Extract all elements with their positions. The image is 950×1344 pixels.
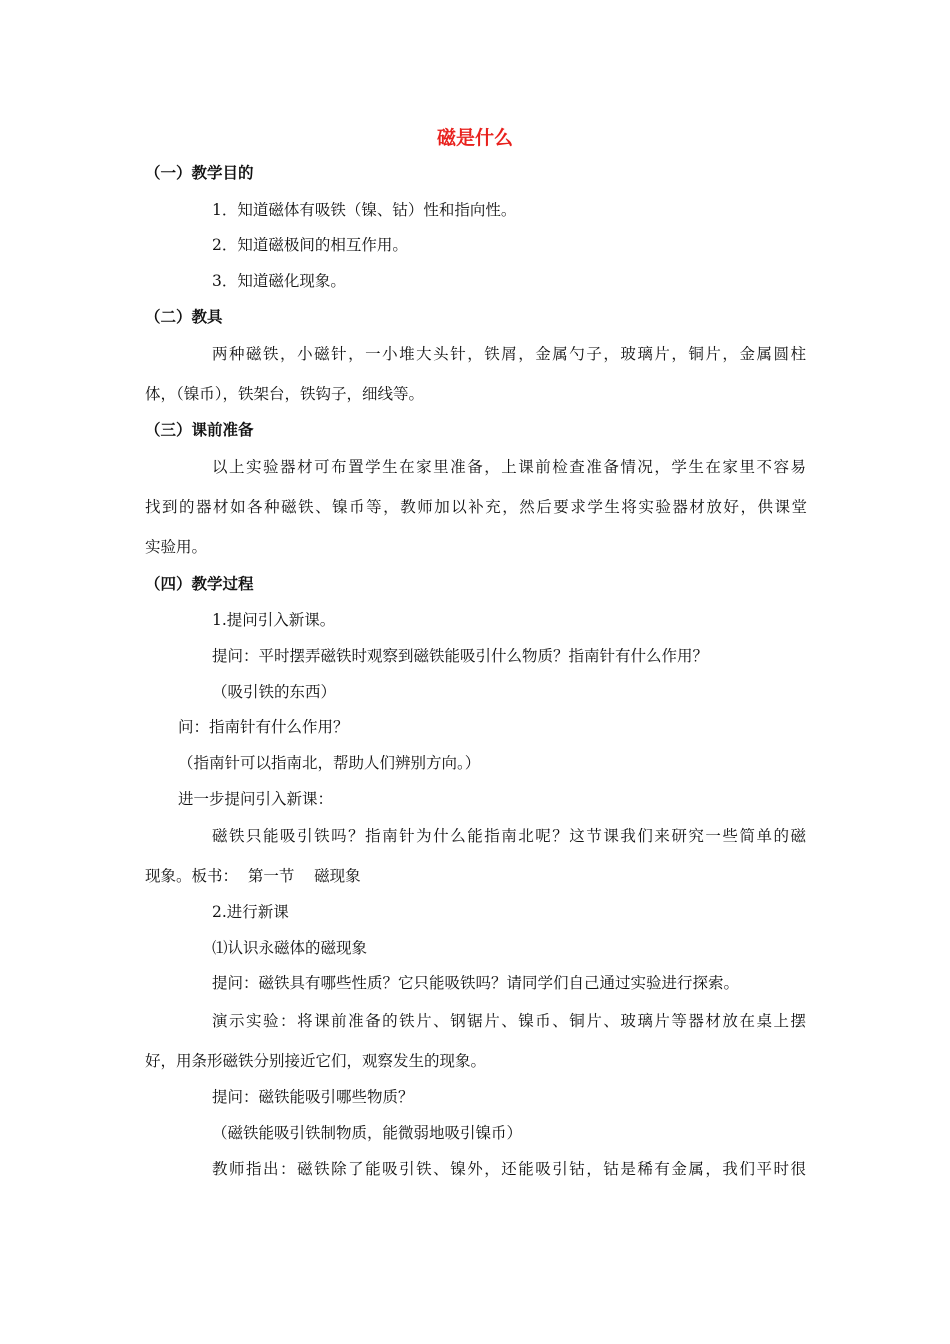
paragraph-line: 实验用。 [145, 538, 208, 556]
process-line: 好，用条形磁铁分别接近它们，观察发生的现象。 [145, 1052, 487, 1070]
paragraph-line: 体，（镍币），铁架台，铁钩子，细线等。 [145, 385, 425, 403]
process-line: 2.进行新课 [212, 903, 289, 921]
page-title: 磁是什么 [436, 127, 513, 149]
process-line: 教师指出：磁铁除了能吸引铁、镍外，还能吸引钴，钴是稀有金属，我们平时很 [212, 1160, 806, 1178]
section-heading-tools: （二）教具 [145, 308, 223, 326]
goal-item: 3．知道磁化现象。 [212, 272, 346, 290]
paragraph-line: 两种磁铁，小磁针，一小堆大头针，铁屑，金属勺子，玻璃片，铜片，金属圆柱 [212, 345, 806, 363]
process-line: 提问：平时摆弄磁铁时观察到磁铁能吸引什么物质？指南针有什么作用？ [212, 647, 709, 665]
process-line: 进一步提问引入新课： [178, 790, 334, 808]
process-line: ⑴认识永磁体的磁现象 [212, 939, 368, 957]
process-line: 演示实验：将课前准备的铁片、钢锯片、镍币、铜片、玻璃片等器材放在桌上摆 [212, 1012, 806, 1030]
section-heading-goals: （一）教学目的 [145, 164, 254, 182]
process-line: 提问：磁铁具有哪些性质？它只能吸铁吗？请同学们自己通过实验进行探索。 [212, 974, 740, 992]
process-line: 现象。板书： 第一节 磁现象 [145, 867, 361, 885]
process-line: （指南针可以指南北，帮助人们辨别方向。） [178, 754, 481, 772]
process-line: 提问：磁铁能吸引哪些物质？ [212, 1088, 414, 1106]
section-heading-prep: （三）课前准备 [145, 421, 254, 439]
paragraph-line: 以上实验器材可布置学生在家里准备，上课前检查准备情况，学生在家里不容易 [212, 458, 806, 476]
section-heading-process: （四）教学过程 [145, 575, 254, 593]
process-line: 1.提问引入新课。 [212, 611, 336, 629]
process-line: （吸引铁的东西） [212, 683, 337, 701]
process-line: 问：指南针有什么作用？ [178, 718, 349, 736]
process-line: 磁铁只能吸引铁吗？指南针为什么能指南北呢？这节课我们来研究一些简单的磁 [212, 827, 806, 845]
goal-item: 1．知道磁体有吸铁（镍、钴）性和指向性。 [212, 201, 517, 219]
paragraph-line: 找到的器材如各种磁铁、镍币等，教师加以补充，然后要求学生将实验器材放好，供课堂 [145, 498, 807, 516]
process-line: （磁铁能吸引铁制物质，能微弱地吸引镍币） [212, 1124, 523, 1142]
goal-item: 2．知道磁极间的相互作用。 [212, 236, 408, 254]
